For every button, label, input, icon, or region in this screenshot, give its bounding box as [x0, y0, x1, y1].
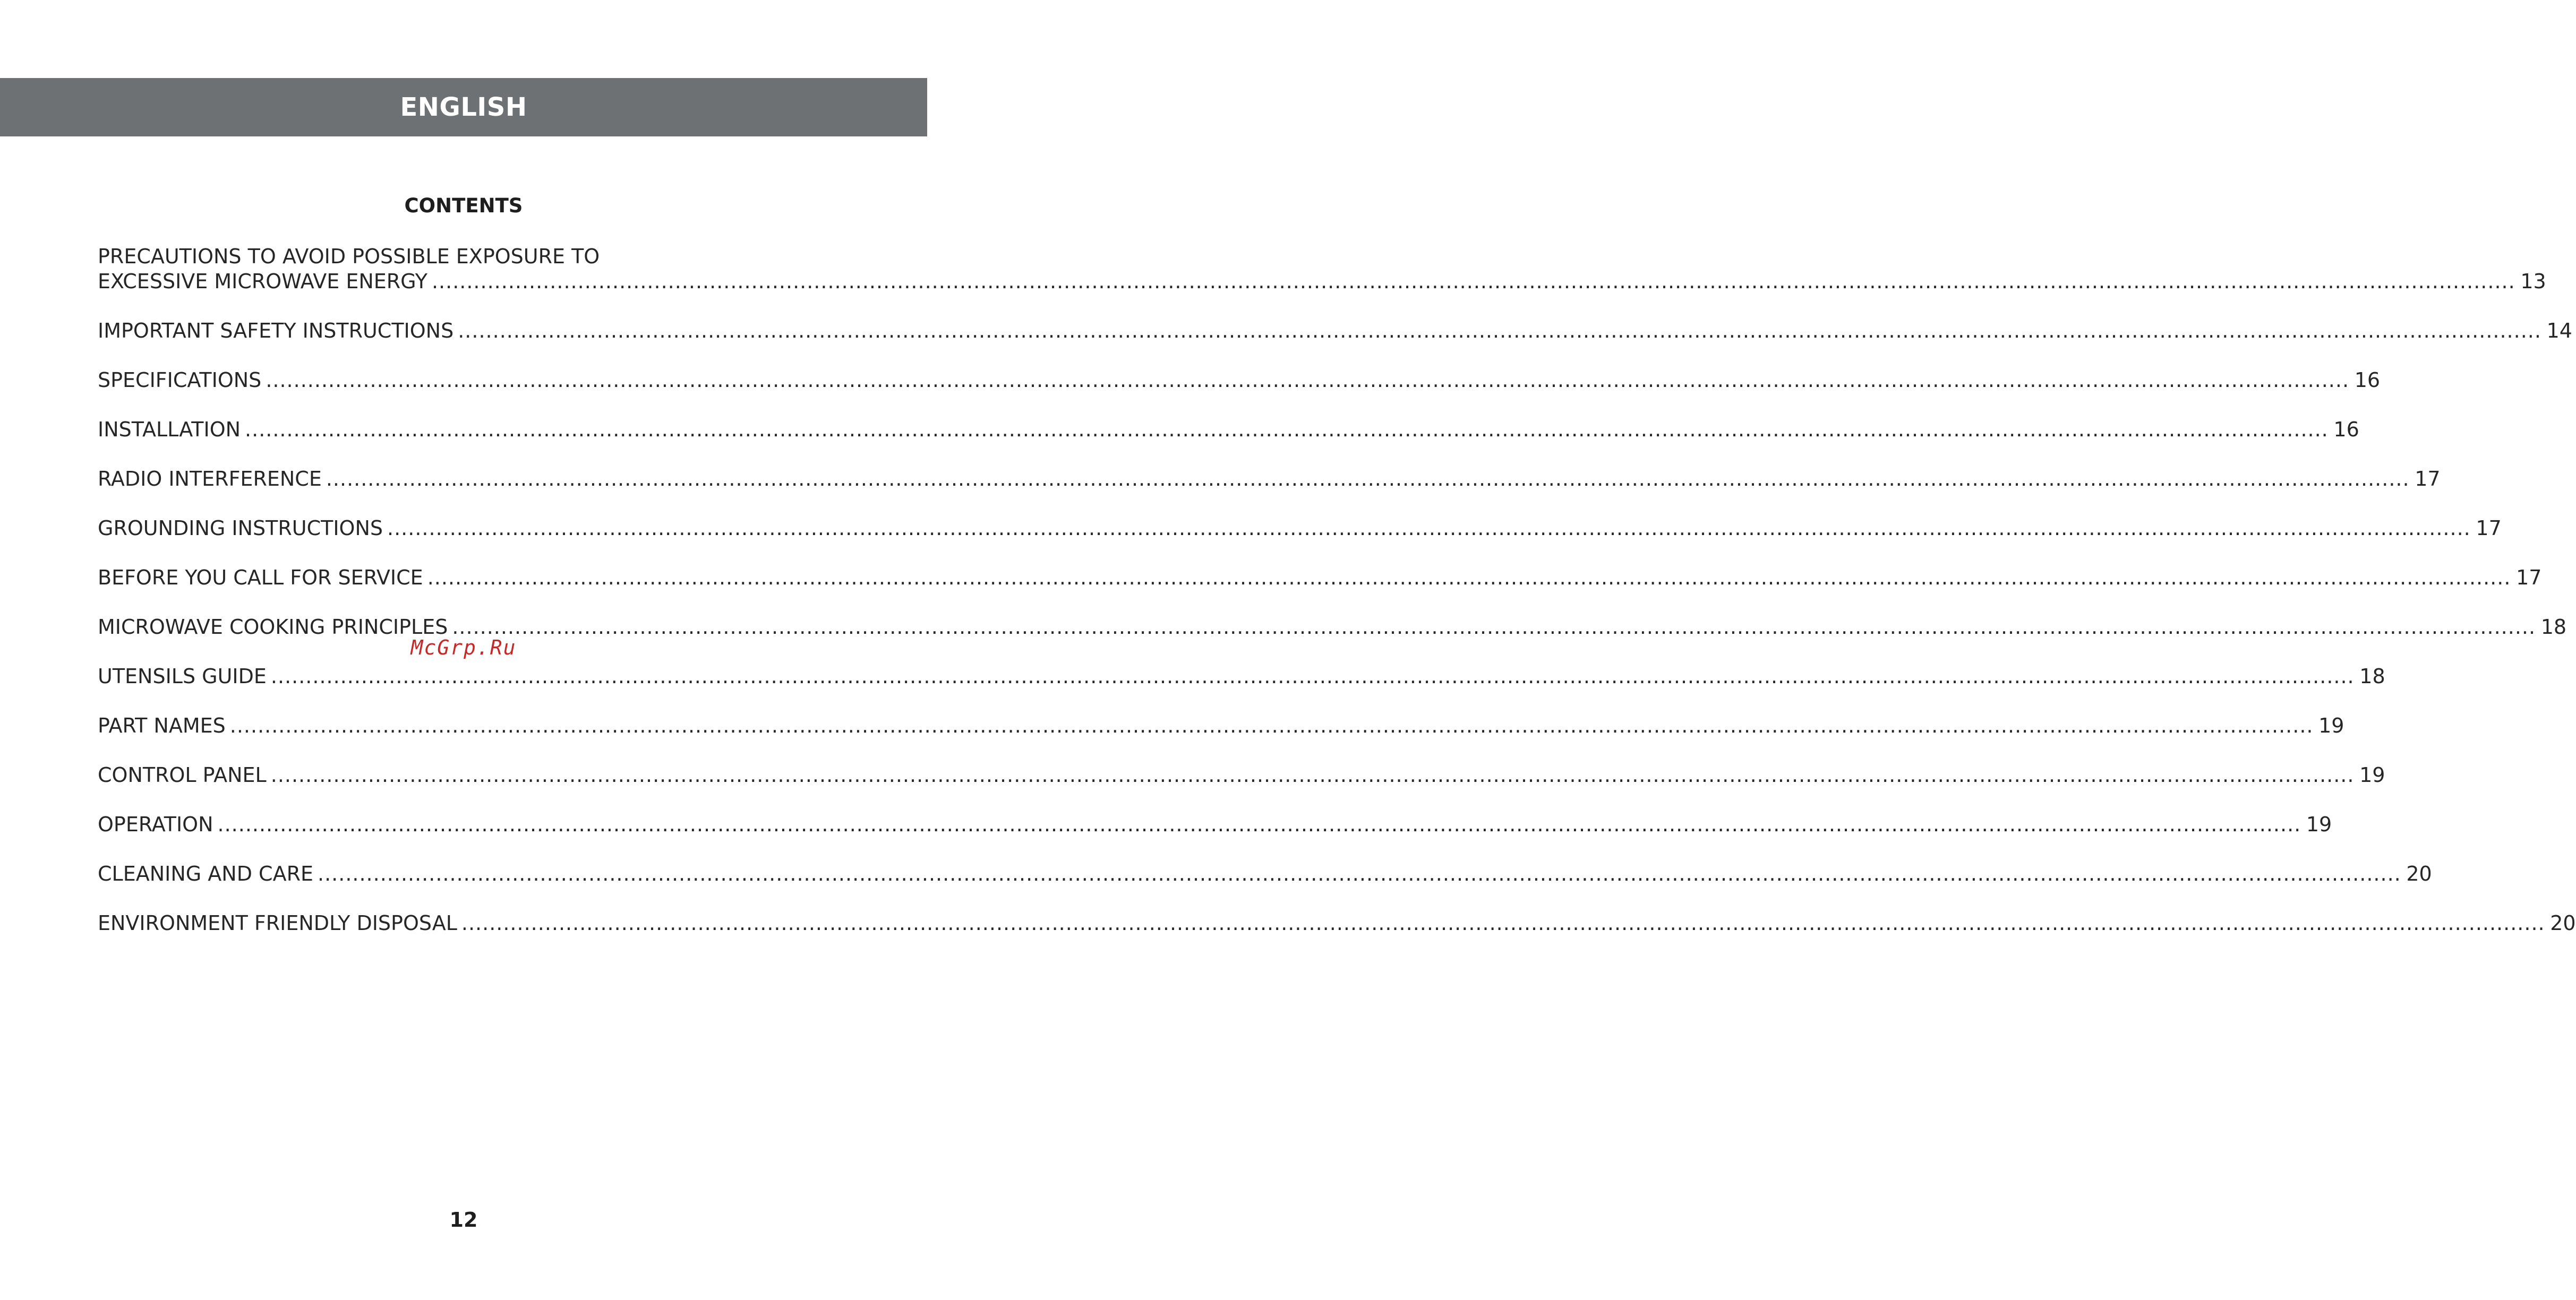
dot-leader: ............................................................................................................................................................................................................................................................................................................ [270, 763, 2355, 787]
table-of-contents [98, 244, 2576, 960]
toc-entry-title: CONTROL PANEL [98, 763, 267, 787]
toc-entry-page: 20 [2550, 911, 2576, 935]
toc-entry[interactable] [98, 467, 2441, 492]
dot-leader: ............................................................................................................................................................................................................................................................................................................ [452, 615, 2536, 639]
dot-leader: ............................................................................................................................................................................................................................................................................................................ [318, 862, 2401, 885]
dot-leader: ............................................................................................................................................................................................................................................................................................................ [217, 813, 2301, 836]
contents-heading: CONTENTS [404, 194, 523, 217]
toc-line [98, 713, 2344, 738]
toc-entry-page: 17 [2415, 467, 2441, 490]
toc-entry-title: BEFORE YOU CALL FOR SERVICE [98, 566, 423, 589]
page-number: 12 [449, 1208, 478, 1232]
toc-entry-title: INSTALLATION [98, 418, 241, 441]
toc-entry-title: SPECIFICATIONS [98, 368, 262, 392]
toc-line [98, 664, 2385, 689]
toc-entry-title: GROUNDING INSTRUCTIONS [98, 516, 383, 540]
dot-leader: ............................................................................................................................................................................................................................................................................................................ [270, 665, 2355, 688]
toc-entry[interactable] [98, 244, 2546, 294]
toc-entry-title: EXCESSIVE MICROWAVE ENERGY [98, 270, 427, 293]
toc-line [98, 911, 2576, 936]
dot-leader: ............................................................................................................................................................................................................................................................................................................ [266, 368, 2350, 392]
toc-entry[interactable] [98, 713, 2344, 738]
watermark: McGrp.Ru [410, 636, 517, 659]
toc-entry[interactable] [98, 318, 2572, 343]
language-banner [0, 78, 927, 136]
toc-entry[interactable] [98, 368, 2381, 393]
toc-entry-page: 19 [2359, 763, 2385, 787]
toc-entry[interactable] [98, 862, 2432, 886]
banner-title: ENGLISH [400, 92, 527, 122]
toc-entry-page: 17 [2476, 516, 2502, 540]
dot-leader: ............................................................................................................................................................................................................................................................................................................ [458, 319, 2541, 342]
toc-entry-page: 16 [2333, 418, 2359, 441]
toc-line [98, 862, 2432, 886]
dot-leader: ............................................................................................................................................................................................................................................................................................................ [245, 418, 2329, 441]
toc-entry-page: 20 [2406, 862, 2432, 885]
toc-line [98, 318, 2572, 343]
toc-entry[interactable] [98, 565, 2542, 590]
toc-entry-title: UTENSILS GUIDE [98, 665, 267, 688]
toc-entry-page: 17 [2516, 566, 2542, 589]
toc-line [98, 244, 836, 269]
toc-entry-page: 19 [2306, 813, 2332, 836]
toc-line [98, 269, 2546, 294]
toc-entry-title: PART NAMES [98, 714, 226, 737]
toc-entry-title: IMPORTANT SAFETY INSTRUCTIONS [98, 319, 454, 342]
toc-line [98, 763, 2385, 788]
toc-entry[interactable] [98, 516, 2502, 541]
toc-entry-page: 14 [2546, 319, 2572, 342]
toc-entry-title-line1: PRECAUTIONS TO AVOID POSSIBLE EXPOSURE TO [98, 245, 600, 268]
dot-leader: ............................................................................................................................................................................................................................................................................................................ [387, 516, 2471, 540]
toc-entry-page: 16 [2354, 368, 2381, 392]
dot-leader: ............................................................................................................................................................................................................................................................................................................ [326, 467, 2410, 490]
dot-leader: ............................................................................................................................................................................................................................................................................................................ [229, 714, 2314, 737]
toc-entry[interactable] [98, 664, 2385, 689]
toc-entry-page: 18 [2540, 615, 2567, 639]
toc-entry-page: 18 [2359, 665, 2385, 688]
toc-entry[interactable] [98, 417, 2359, 442]
dot-leader: ............................................................................................................................................................................................................................................................................................................ [431, 270, 2515, 293]
toc-entry-title: CLEANING AND CARE [98, 862, 313, 885]
toc-entry[interactable] [98, 763, 2385, 788]
toc-entry[interactable] [98, 812, 2332, 837]
toc-entry-page: 19 [2318, 714, 2344, 737]
toc-entry-title: RADIO INTERFERENCE [98, 467, 322, 490]
toc-line [98, 417, 2359, 442]
toc-line [98, 467, 2441, 492]
toc-entry-page: 13 [2520, 270, 2546, 293]
toc-entry-title: MICROWAVE COOKING PRINCIPLES [98, 615, 448, 639]
toc-entry[interactable] [98, 911, 2576, 936]
toc-entry-title: ENVIRONMENT FRIENDLY DISPOSAL [98, 911, 457, 935]
toc-entry-title: OPERATION [98, 813, 213, 836]
toc-line [98, 516, 2502, 541]
dot-leader: ............................................................................................................................................................................................................................................................................................................ [461, 911, 2545, 935]
dot-leader: ............................................................................................................................................................................................................................................................................................................ [427, 566, 2511, 589]
toc-line [98, 368, 2381, 393]
toc-line [98, 812, 2332, 837]
toc-line [98, 565, 2542, 590]
